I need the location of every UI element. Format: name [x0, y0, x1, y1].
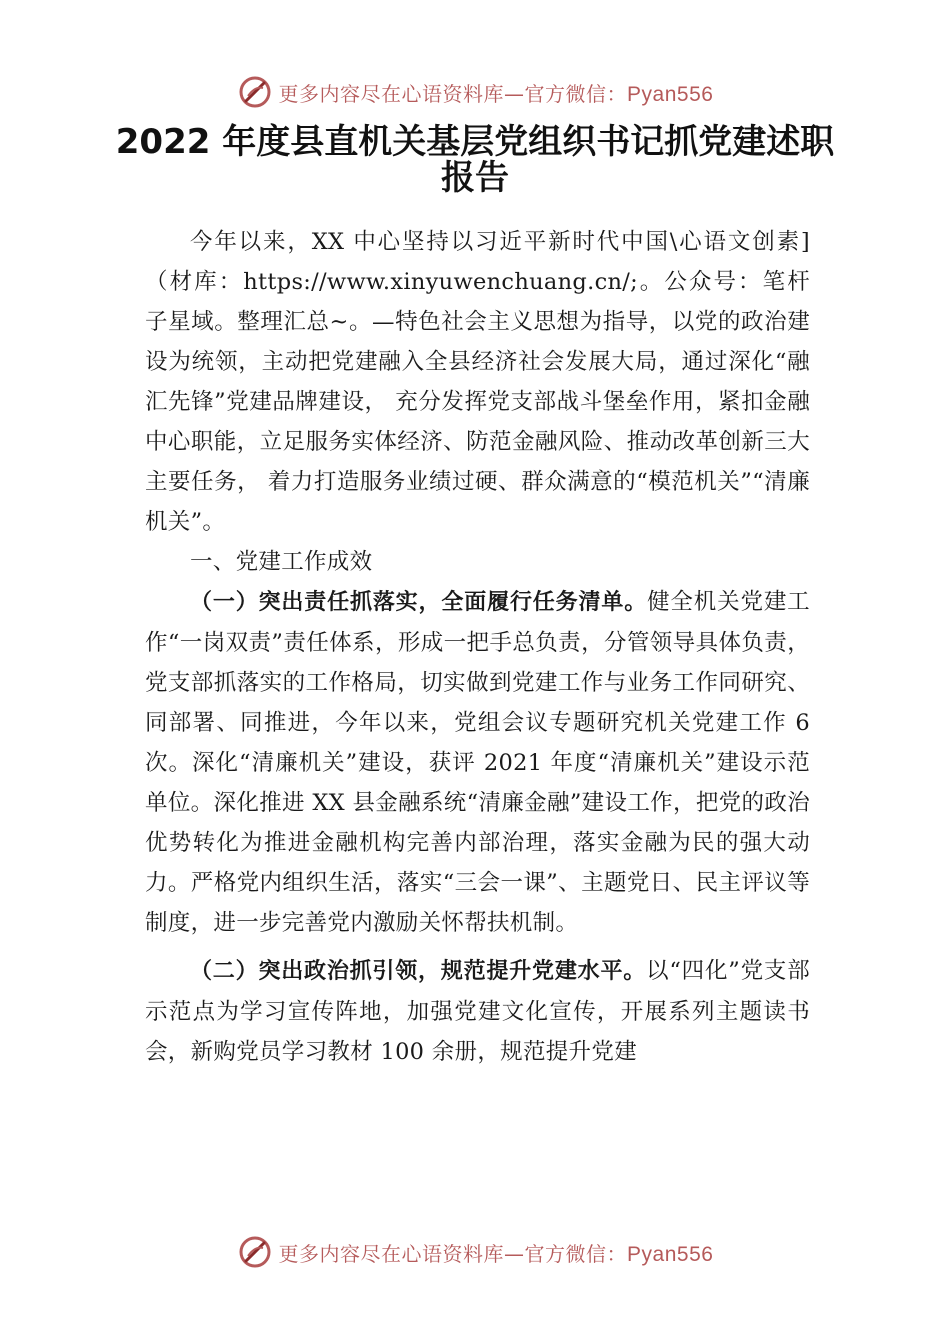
watermark-text: 更多内容尽在心语资料库—官方微信：Pyan556: [278, 81, 714, 106]
document-title: 2022 年度县直机关基层党组织书记抓党建述职报告: [115, 122, 835, 198]
paragraph-2: [145, 951, 810, 1072]
paragraph-1-lead: （一）突出责任抓落实，全面履行任务清单。: [190, 590, 648, 615]
watermark-footer: [0, 1232, 950, 1272]
watermark-header: [0, 72, 950, 112]
document-body: [145, 222, 810, 1072]
pen-circle-logo-icon: [237, 74, 273, 110]
intro-paragraph: 今年以来，XX 中心坚持以习近平新时代中国\心语文创素]（材库：https://www.xinyuwenchuang.cn/;。公众号：笔杆子星域。整理汇总~。—特色社会主义思想为指导，以党的政治建设为统领，主动把党建融入全县经济社会发展大局，通过深化“融汇先锋”党建品牌建设， 充分发挥党支部战斗堡垒作用，紧扣金融中心职能，立足服务实体经济、防范金融风险、推动改革创新三大主要任务， 着力打造服务业绩过硬、群众满意的“模范机关”“清廉机关”。: [145, 229, 810, 535]
watermark-text: 更多内容尽在心语资料库—官方微信：Pyan556: [278, 1241, 714, 1266]
paragraph-1-body: 健全机关党建工作“一岗双责”责任体系，形成一把手总负责，分管领导具体负责，党支部抓落实的工作格局，切实做到党建工作与业务工作同研究、同部署、同推进，今年以来，党组会议专题研究机关党建工作 6 次。深化“清廉机关”建设，获评 2021 年度“清廉机关”建设示范单位。深化推进 XX 县金融系统“清廉金融”建设工作，把党的政治优势转化为推进金融机构完善内部治理，落实金融为民的强大动力。严格党内组织生活，落实“三会一课”、主题党日、民主评议等制度，进一步完善党内激励关怀帮扶机制。: [145, 589, 810, 936]
section-heading: 一、党建工作成效: [190, 549, 373, 575]
paragraph-1: [145, 582, 810, 943]
paragraph-2-body: 以“四化”党支部示范点为学习宣传阵地，加强党建文化宣传，开展系列主题读书会，新购党员学习教材 100 余册，规范提升党建: [145, 958, 810, 1065]
pen-circle-logo-icon: [237, 1234, 273, 1270]
paragraph-2-lead: （二）突出政治抓引领，规范提升党建水平。: [190, 959, 647, 984]
